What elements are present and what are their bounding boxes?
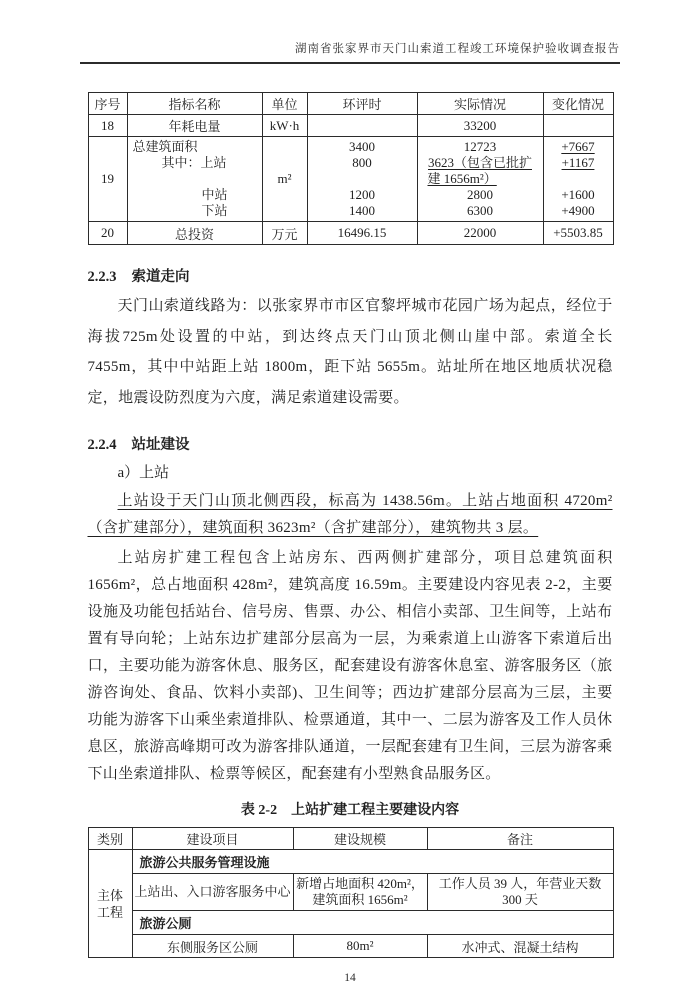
row1-scale-line: 新增占地面积 420m²， [296, 876, 424, 891]
subsection-label-a: a）上站 [117, 465, 170, 481]
table-row [88, 911, 613, 935]
category-main-project: 主体工程 [88, 850, 132, 958]
row19-actual-line: 12723 [463, 139, 497, 154]
paragraph-cableway-route: 天门山索道线路为：以张家界市市区官黎坪城市花园广场为起点，经位于海拔725m处设置的中站，到达终点天门山顶北侧山崖中部。索道全长 7455m，其中中站距上站 1800m，距下站 5655m。站址所在地区地质状况稳定，地震设防烈度为六度，满足索道建设需要。 [87, 298, 613, 406]
t1-header-name: 指标名称 [127, 93, 262, 115]
row1-scale-line: 建筑面积 1656m² [312, 892, 408, 907]
row2-project: 东侧服务区公厕 [132, 935, 293, 958]
section-title: 索道走向 [131, 269, 190, 285]
row19-change-line: +4900 [561, 203, 595, 218]
section-title: 站址建设 [131, 437, 190, 453]
header-title: 湖南省张家界市天门山索道工程竣工环境保护验收调查报告 [295, 43, 620, 55]
row19-change-line [544, 171, 613, 187]
indicator-table-header [88, 93, 613, 115]
row19-eia-cell [307, 137, 417, 222]
table2-title-label: 表 2-2 [240, 803, 278, 818]
row19-name-line: 其中：上站 [161, 155, 227, 170]
table-row [88, 935, 613, 958]
group-tourism-toilet: 旅游公厕 [132, 911, 613, 935]
row18-unit: kW·h [262, 115, 307, 137]
paragraph-upper-station-expansion: 上站房扩建工程包含上站房东、西两侧扩建部分，项目总建筑面积 1656m²，总占地面积 428m²，建筑高度 16.59m。主要建设内容见表 2-2，主要设施及功能包括站台、信号房、售票、办公、相信小卖部、卫生间等，上站布置有导向轮；上站东边扩建部分层高为一层，为乘索道上山游客下索道后出口，主要功能为游客休息、服务区，配套建设有游客休息室、游客服务区（旅游咨询处、食品、饮料小卖部)、卫生间等；西边扩建部分层高为三层，主要功能为游客下山乘坐索道排队、检票通道，其中一、二层为游客及工作人员休息区，旅游高峰期可改为游客排队通道，一层配套建有卫生间，三层为游客乘下山坐索道排队、检票等候区，配套建有小型熟食品服务区。 [87, 550, 613, 782]
row20-change: +5503.85 [543, 222, 613, 245]
t1-header-actual: 实际情况 [417, 93, 543, 115]
section-number: 2.2.4 [87, 437, 117, 453]
row19-actual-line: 建 1656m²） [427, 171, 497, 186]
page-number: 14 [344, 972, 356, 984]
page-header [80, 0, 620, 64]
row19-actual-line: 3623（包含已批扩 [427, 155, 532, 170]
row1-scale [293, 874, 427, 911]
row20-eia: 16496.15 [307, 222, 417, 245]
row19-actual-cell [417, 137, 543, 222]
row19-name-line: 总建筑面积 [132, 139, 198, 154]
row1-project: 上站出、入口游客服务中心 [132, 874, 293, 911]
row19-unit: m² [262, 137, 307, 222]
section-number: 2.2.3 [87, 269, 117, 285]
group-tourism-public-service: 旅游公共服务管理设施 [132, 850, 613, 874]
row2-note: 水冲式、混凝土结构 [427, 935, 613, 958]
row19-eia-line: 3400 [349, 139, 375, 154]
row19-no: 19 [88, 137, 127, 222]
row19-eia-line: 1200 [349, 187, 375, 202]
row18-no: 18 [88, 115, 127, 137]
row18-name: 年耗电量 [127, 115, 262, 137]
construction-table-header [88, 828, 613, 850]
table-row [88, 115, 613, 137]
row19-name-line: 中站 [201, 187, 228, 202]
table-row [88, 874, 613, 911]
row19-actual-line: 6300 [467, 203, 493, 218]
row20-unit: 万元 [262, 222, 307, 245]
row19-change-cell [543, 137, 613, 222]
row20-actual: 22000 [417, 222, 543, 245]
row19-change-line: +7667 [561, 139, 595, 154]
table-row [88, 222, 613, 245]
row19-eia-line [308, 171, 417, 187]
table2-title-text: 上站扩建工程主要建设内容 [291, 803, 460, 818]
row2-scale: 80m² [293, 935, 427, 958]
construction-content-table [88, 827, 614, 958]
t2-header-category: 类别 [88, 828, 132, 850]
t1-header-unit: 单位 [262, 93, 307, 115]
t2-header-project: 建设项目 [132, 828, 293, 850]
row20-name: 总投资 [127, 222, 262, 245]
section-heading-224 [88, 433, 613, 454]
paragraph-upper-station-underlined: 上站设于天门山顶北侧西段，标高为 1438.56m。上站占地面积 4720m²（含扩建部分），建筑面积 3623m²（含扩建部分），建筑物共 3 层。 [87, 493, 613, 536]
indicator-table [88, 92, 614, 245]
page-content [88, 92, 613, 958]
row19-eia-line: 800 [352, 155, 372, 170]
t2-header-scale: 建设规模 [293, 828, 427, 850]
row19-name-line [128, 171, 262, 187]
row18-change [543, 115, 613, 137]
row1-note: 工作人员 39 人，年营业天数 300 天 [427, 874, 613, 911]
section-heading-223 [88, 265, 613, 286]
row19-change-line: +1167 [561, 155, 595, 170]
row18-actual: 33200 [417, 115, 543, 137]
row19-eia-line: 1400 [349, 203, 375, 218]
table-row [88, 850, 613, 874]
row19-name-cell [127, 137, 262, 222]
row18-eia [307, 115, 417, 137]
row19-name-line: 下站 [201, 203, 228, 218]
row19-actual-line: 2800 [467, 187, 493, 202]
table-row [88, 137, 613, 222]
table2-title [88, 799, 613, 819]
t2-header-note: 备注 [427, 828, 613, 850]
row20-no: 20 [88, 222, 127, 245]
t1-header-eia: 环评时 [307, 93, 417, 115]
row19-change-line: +1600 [561, 187, 595, 202]
t1-header-change: 变化情况 [543, 93, 613, 115]
t1-header-no: 序号 [88, 93, 127, 115]
